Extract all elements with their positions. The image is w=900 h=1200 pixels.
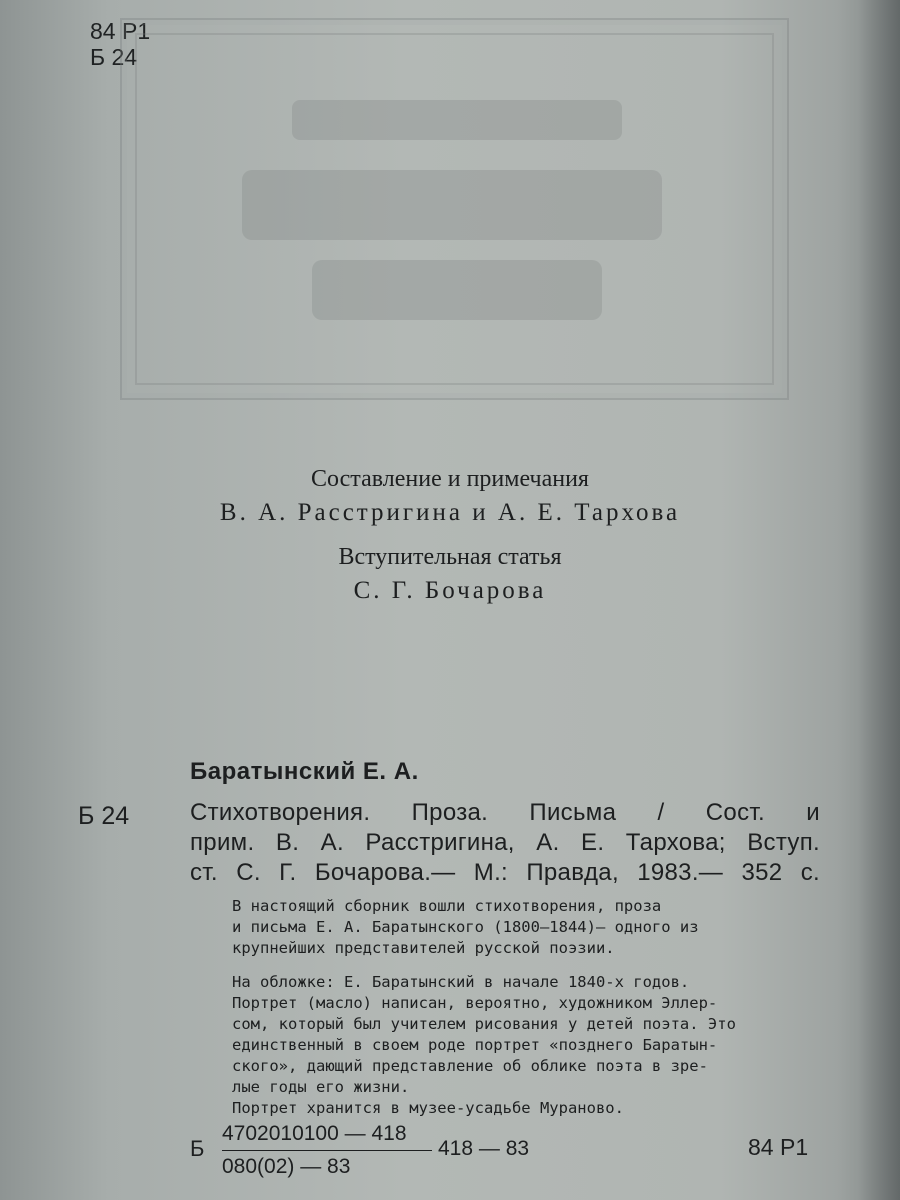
card-code: Б 24 xyxy=(78,802,130,830)
cover-note-line: Портрет (масло) написан, вероятно, художником Эллер- xyxy=(232,994,718,1012)
footer-denominator: 080(02) — 83 xyxy=(222,1155,351,1178)
footer-numerator: 4702010100 — 418 xyxy=(222,1122,407,1145)
credits-block xyxy=(0,462,900,608)
description-line: Стихотворения. Проза. Письма / Сост. и xyxy=(190,799,820,826)
annotation-line: и письма Е. А. Баратынского (1800—1844)— одного из xyxy=(232,918,699,936)
cover-note xyxy=(232,972,824,1119)
footer-fraction-line xyxy=(222,1150,432,1151)
show-through-title-frame xyxy=(120,18,789,400)
footer-letter: Б xyxy=(190,1136,205,1161)
annotation-line: крупнейших представителей русской поэзии. xyxy=(232,939,615,957)
description-line: ст. С. Г. Бочарова.— М.: Правда, 1983.— 352 с. xyxy=(190,859,820,886)
card-description xyxy=(190,798,820,888)
card-annotation xyxy=(232,896,824,959)
footer-middle-code: 418 — 83 xyxy=(438,1137,530,1160)
classification-code-line: Б 24 xyxy=(90,44,138,70)
card-author: Баратынский Е. А. xyxy=(190,758,419,785)
classification-code-line: 84 Р1 xyxy=(90,18,151,44)
catalog-footer xyxy=(0,1122,900,1182)
annotation-line: В настоящий сборник вошли стихотворения, проза xyxy=(232,897,662,915)
cover-note-line: сом, который был учителем рисования у детей поэта. Это xyxy=(232,1015,736,1033)
cover-note-line: единственный в своем роде портрет «позднего Баратын- xyxy=(232,1036,718,1054)
cover-note-line: лые годы его жизни. xyxy=(232,1078,410,1096)
cover-note-line: На обложке: Е. Баратынский в начале 1840-х годов. xyxy=(232,973,690,991)
compiled-heading: Составление и примечания xyxy=(311,466,589,492)
intro-heading: Вступительная статья xyxy=(338,544,562,570)
cover-note-line: ского», дающий представление об облике поэта в зре- xyxy=(232,1057,708,1075)
description-line: прим. В. А. Расстригина, А. Е. Тархова; Вступ. xyxy=(190,829,820,856)
cover-note-line: Портрет хранится в музее-усадьбе Мураново. xyxy=(232,1099,624,1117)
intro-author: С. Г. Бочарова xyxy=(353,577,547,604)
compilers-names: В. А. Расстригина и А. Е. Тархова xyxy=(219,499,681,526)
footer-class-code: 84 Р1 xyxy=(748,1134,809,1160)
show-through-ornament xyxy=(122,20,787,398)
